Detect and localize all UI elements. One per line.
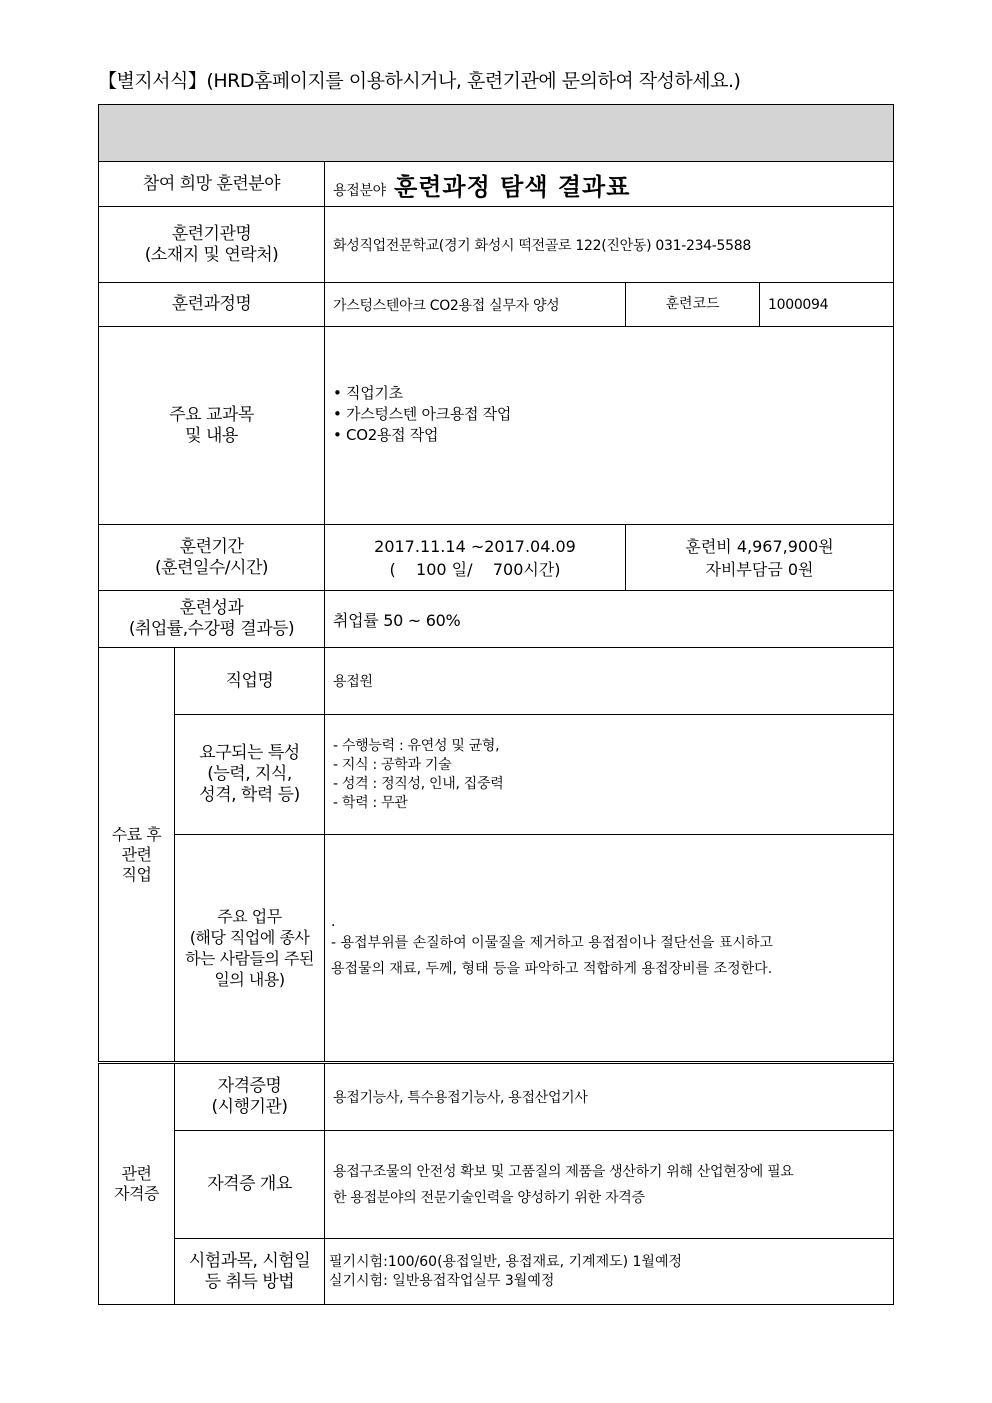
job-name-row — [99, 648, 894, 715]
cert-overview-line: 용접구조물의 안전성 확보 및 고품질의 제품을 생산하기 위해 산업현장에 필요 — [333, 1163, 794, 1180]
cert-group-label-2: 자격증 — [114, 1184, 159, 1203]
traits-label-3: 성격, 학력 등) — [199, 785, 300, 805]
cert-exam-line: 필기시험:100/60(용접일반, 용접재료, 기계제도) 1월예정 — [329, 1253, 683, 1270]
course-label: 훈련과정명 — [99, 283, 325, 327]
cert-name-label: 자격증명 — [217, 1076, 282, 1096]
field-label: 참여 희망 훈련분야 — [99, 162, 325, 207]
subjects-list — [333, 383, 893, 446]
duty-label-2: (해당 직업에 종사 — [189, 928, 310, 947]
trait-line: - 지식 : 공학과 기술 — [333, 756, 452, 773]
job-name-value: 용접원 — [325, 648, 894, 715]
period-sublabel: (훈련일수/시간) — [154, 557, 269, 578]
institution-value: 화성직업전문학교(경기 화성시 떡전골로 122(진안동) 031-234-5588 — [325, 207, 894, 283]
outcome-sublabel: (취업률,수강평 결과등) — [128, 619, 295, 639]
job-name-label: 직업명 — [175, 648, 325, 715]
course-row — [99, 283, 894, 327]
cert-exam-label-2: 등 취득 방법 — [204, 1271, 295, 1292]
cert-name-sublabel: (시행기관) — [211, 1097, 288, 1117]
period-label: 훈련기간 — [179, 536, 244, 557]
institution-row — [99, 207, 894, 283]
field-row — [99, 162, 894, 207]
trait-line: - 수행능력 : 유연성 및 균형, — [333, 737, 500, 754]
self-pay: 자비부담금 0원 — [705, 559, 814, 579]
duty-line: 용접물의 재료, 두께, 형태 등을 파악하고 적합하게 용접장비를 조정한다. — [331, 961, 773, 977]
subjects-sublabel: 및 내용 — [185, 425, 238, 446]
training-fee: 훈련비 4,967,900원 — [685, 536, 834, 556]
duty-line: . — [331, 914, 336, 930]
job-group-label-2: 관련 — [121, 844, 152, 864]
cert-group-label-1: 관련 — [121, 1164, 152, 1183]
cert-name-value: 용접기능사, 특수용접기능사, 용접산업기사 — [325, 1063, 894, 1131]
shaded-title-row — [99, 105, 894, 162]
institution-label: 훈련기관명 — [171, 223, 252, 244]
duty-row — [99, 835, 894, 1063]
period-row — [99, 525, 894, 591]
course-code-label: 훈련코드 — [626, 283, 760, 327]
list-item: • CO2용접 작업 — [333, 425, 893, 446]
cert-name-row — [99, 1063, 894, 1131]
list-item: • 직업기초 — [333, 383, 893, 404]
subjects-label: 주요 교과목 — [169, 404, 254, 425]
period-dates: 2017.11.14 ~2017.04.09 — [374, 536, 576, 556]
course-value: 가스텅스텐아크 CO2용접 실무자 양성 — [325, 283, 626, 327]
institution-sublabel: (소재지 및 연락처) — [144, 244, 279, 265]
traits-label-1: 요구되는 특성 — [199, 743, 300, 763]
outcome-label: 훈련성과 — [179, 598, 244, 618]
duty-label-3: 하는 사람들의 주된 — [185, 949, 314, 968]
cert-overview-row — [99, 1131, 894, 1239]
course-code-value: 1000094 — [760, 283, 894, 327]
period-days-hours: ( 100 일/ 700시간) — [389, 559, 561, 579]
cert-exam-line: 실기시험: 일반용접작업실무 3월예정 — [329, 1272, 555, 1289]
job-group-label-3: 직업 — [121, 864, 152, 884]
job-group-label-1: 수료 후 — [111, 824, 162, 844]
cert-overview-line: 한 용접분야의 전문기술인력을 양성하기 위한 자격증 — [333, 1189, 645, 1206]
list-item: • 가스텅스텐 아크용접 작업 — [333, 404, 893, 425]
field-value: 용접분야 — [333, 182, 386, 199]
form-title: 훈련과정 탐색 결과표 — [394, 172, 631, 201]
training-result-form — [98, 104, 894, 1305]
subjects-row — [99, 327, 894, 525]
traits-row — [99, 715, 894, 835]
cert-exam-row — [99, 1239, 894, 1305]
duty-label-1: 주요 업무 — [217, 907, 282, 926]
duty-line: - 용접부위를 손질하여 이물질을 제거하고 용접점이나 절단선을 표시하고 — [331, 935, 773, 951]
form-header: 【별지서식】(HRD홈페이지를 이용하시거나, 훈련기관에 문의하여 작성하세요.) — [98, 70, 741, 92]
duty-label-4: 일의 내용) — [214, 970, 285, 989]
outcome-value: 취업률 50 ~ 60% — [325, 591, 894, 648]
trait-line: - 학력 : 무관 — [333, 794, 408, 811]
trait-line: - 성격 : 정직성, 인내, 집중력 — [333, 775, 504, 792]
outcome-row — [99, 591, 894, 648]
cert-overview-label: 자격증 개요 — [175, 1131, 325, 1239]
cert-exam-label-1: 시험과목, 시험일 — [188, 1250, 311, 1271]
traits-label-2: (능력, 지식, — [207, 764, 292, 784]
